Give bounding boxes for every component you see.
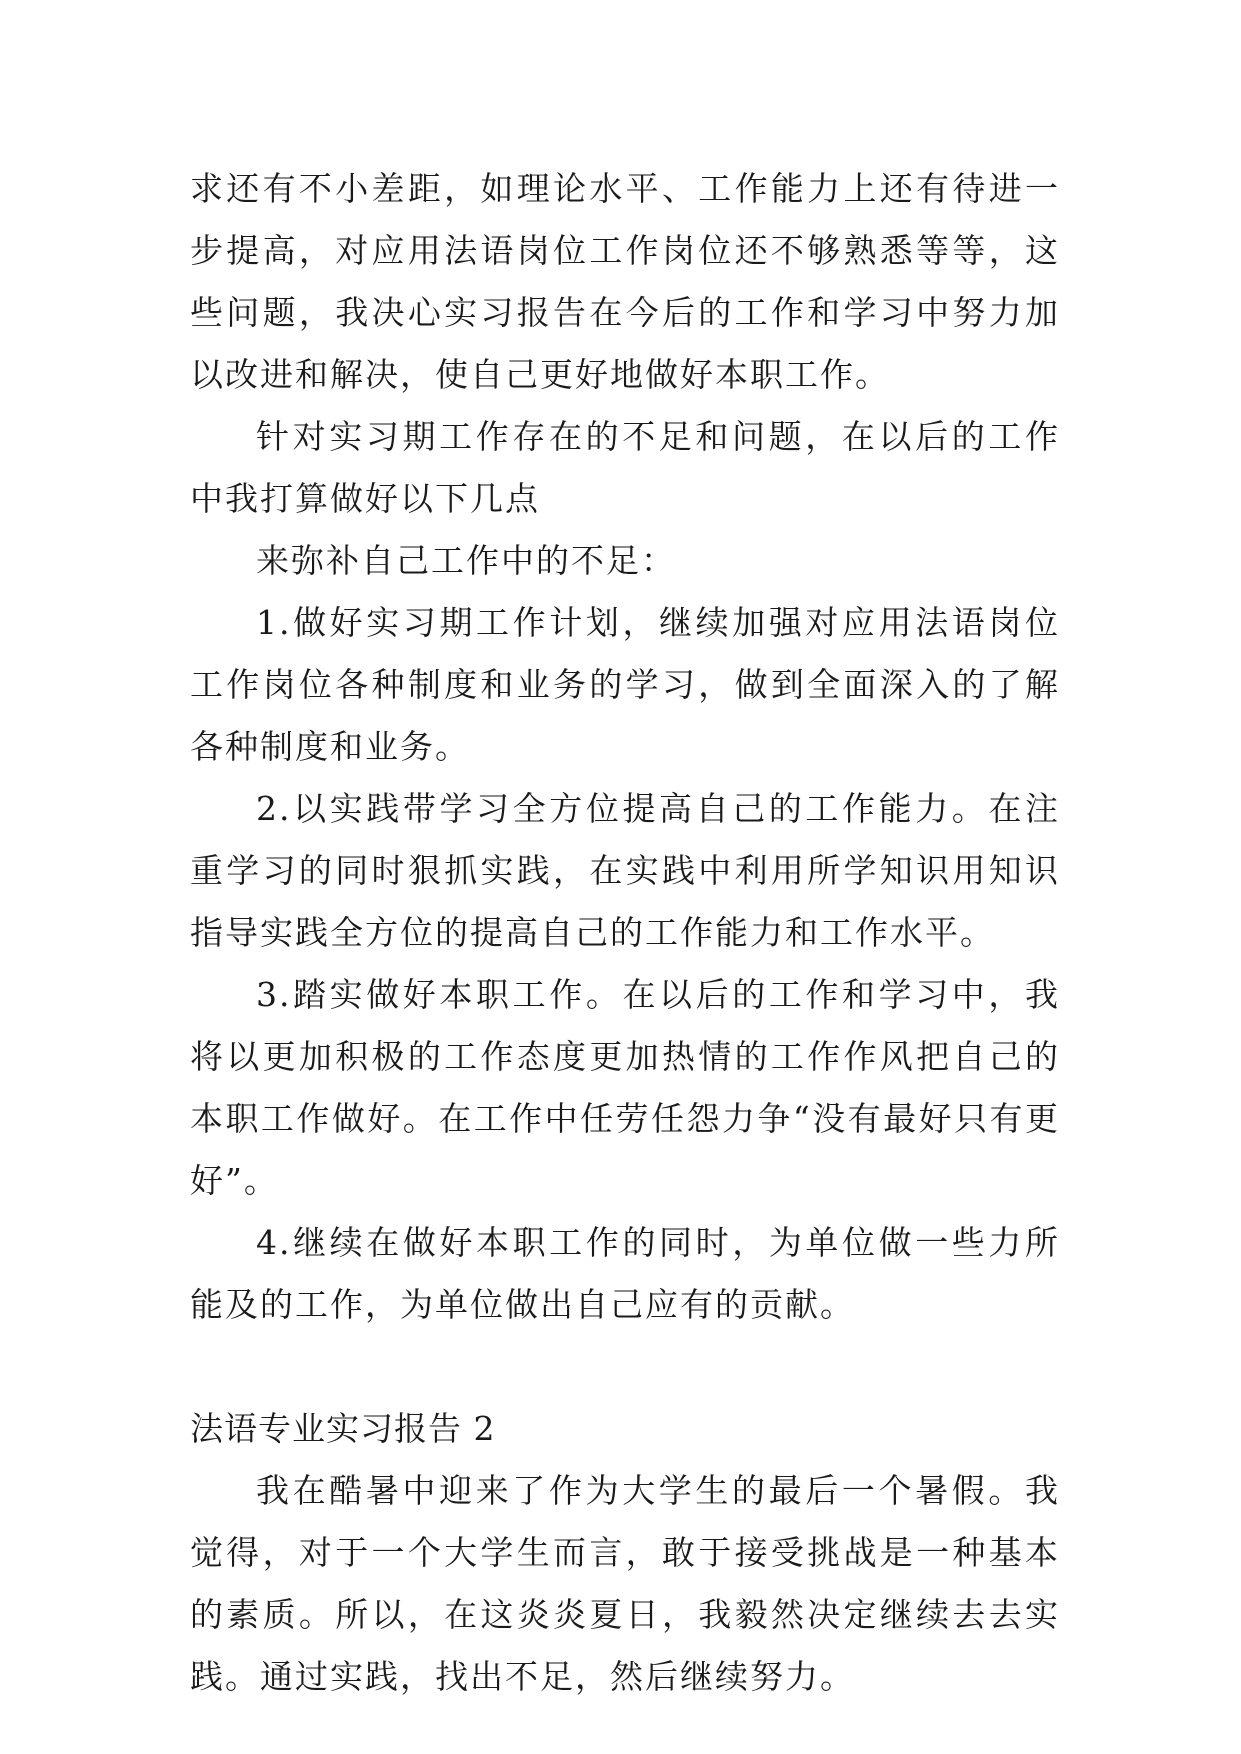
paragraph-continuation: 求还有不小差距，如理论水平、工作能力上还有待进一步提高，对应用法语岗位工作岗位还不够熟悉等等，这些问题，我决心实习报告在今后的工作和学习中努力加以改进和解决，使自己更好地做好本职工作。 xyxy=(190,169,1060,394)
section-heading: 法语专业实习报告 2 xyxy=(190,1409,496,1448)
list-item-4: 4.继续在做好本职工作的同时，为单位做一些力所能及的工作，为单位做出自己应有的贡献。 xyxy=(190,1223,1060,1324)
paragraph-plan-intro-cont: 来弥补自己工作中的不足： xyxy=(256,541,676,580)
paragraph-plan-intro: 针对实习期工作存在的不足和问题，在以后的工作中我打算做好以下几点 xyxy=(190,417,1060,518)
list-item-3: 3.踏实做好本职工作。在以后的工作和学习中，我将以更加积极的工作态度更加热情的工作作风把自己的本职工作做好。在工作中任劳任怨力争“没有最好只有更好”。 xyxy=(190,975,1060,1200)
list-item-1: 1.做好实习期工作计划，继续加强对应用法语岗位工作岗位各种制度和业务的学习，做到全面深入的了解各种制度和业务。 xyxy=(190,603,1060,766)
list-item-2: 2.以实践带学习全方位提高自己的工作能力。在注重学习的同时狠抓实践，在实践中利用所学知识用知识指导实践全方位的提高自己的工作能力和工作水平。 xyxy=(190,789,1060,952)
section-paragraph-1: 我在酷暑中迎来了作为大学生的最后一个暑假。我觉得，对于一个大学生而言，敢于接受挑战是一种基本的素质。所以，在这炎炎夏日，我毅然决定继续去去实践。通过实践，找出不足，然后继续努力。 xyxy=(190,1471,1060,1696)
document-body xyxy=(190,158,1060,1708)
